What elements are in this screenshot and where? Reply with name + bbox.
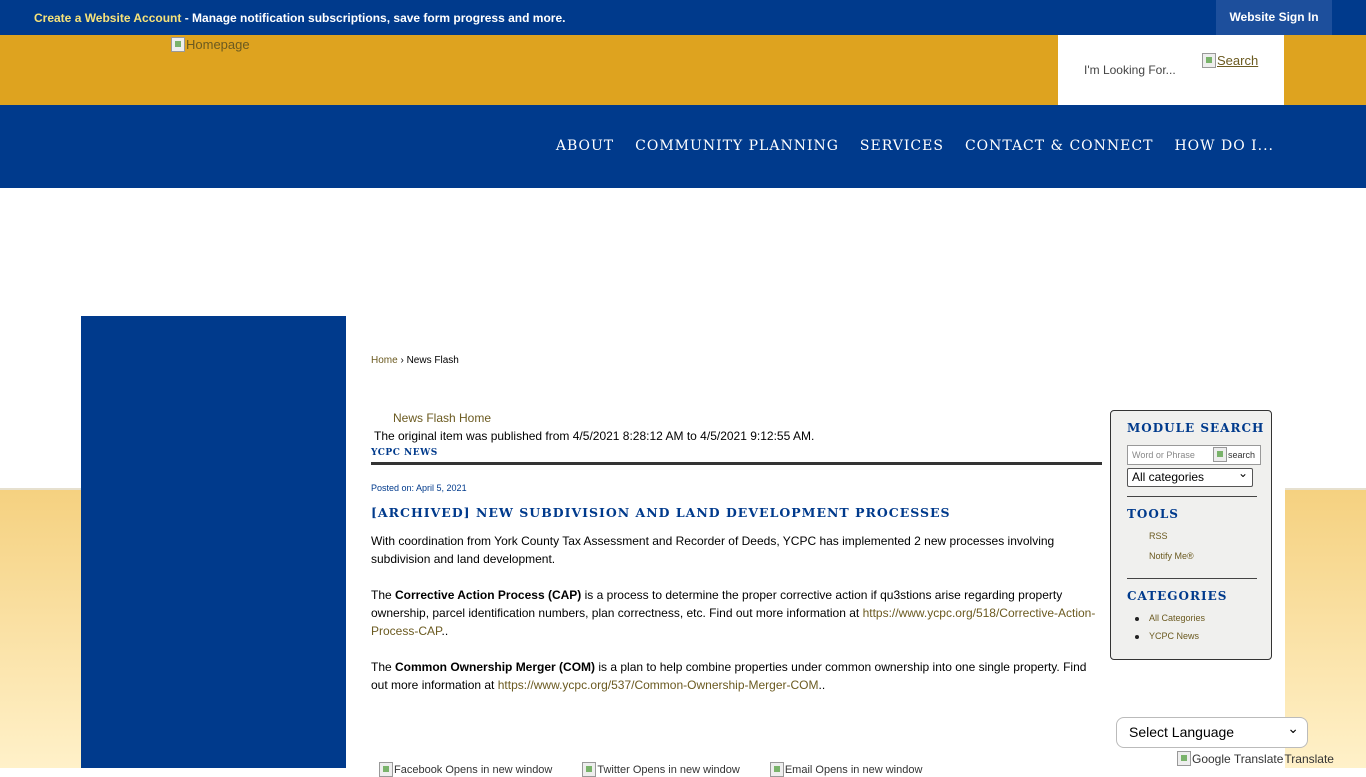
logo-alt-text: Homepage [186,37,250,52]
broken-image-icon [379,762,393,777]
com-term: Common Ownership Merger (COM) [395,660,596,674]
module-search-input[interactable]: Word or Phrase [1127,445,1261,465]
article-title: [ARCHIVED] NEW SUBDIVISION AND LAND DEVELOPMENT PROCESSES [371,505,951,520]
site-search-button[interactable] [1202,53,1258,68]
news-flash-home-link[interactable]: News Flash Home [393,411,492,425]
main-nav [0,105,1366,188]
divider [1127,496,1257,497]
breadcrumb [371,355,459,366]
broken-image-icon [1213,447,1227,462]
cap-term: Corrective Action Process (CAP) [395,588,582,602]
module-sidebar [1110,410,1272,660]
notify-me-link[interactable]: Notify Me® [1149,551,1194,561]
left-sidebar [81,316,346,768]
share-links [379,762,922,777]
nav-about[interactable]: ABOUT [555,138,615,154]
search-button-label: Search [1217,53,1259,68]
website-sign-in-button[interactable]: Website Sign In [1216,0,1332,35]
homepage-logo-link[interactable] [171,37,250,52]
bullet [1135,617,1139,621]
notification-bar [0,0,1366,35]
divider [1127,578,1257,579]
nav-how-do-i[interactable]: HOW DO I... [1174,138,1274,154]
paragraph-cap: The Corrective Action Process (CAP) is a process to determine the proper corrective action if qu3stions arise regarding property ownership, parcel identification numbers, plan correctness, etc. Find out more information at https://www.ycpc.org/518/Corrective-Action-Process-CAP.. [371,588,1096,638]
broken-image-icon [171,37,185,52]
category-select[interactable]: All categories ⌄ [1127,468,1253,487]
breadcrumb-current: News Flash [406,355,459,366]
google-translate-credit[interactable]: Google Translate Translate [1177,751,1334,766]
nav-services[interactable]: SERVICES [859,138,944,154]
article-body [371,532,1103,712]
categories-heading: CATEGORIES [1127,589,1228,603]
language-select[interactable]: Select Language ⌄ [1116,717,1308,748]
notification-text: - Manage notification subscriptions, save form progress and more. [181,11,566,25]
module-search-button[interactable]: search [1213,447,1255,462]
broken-image-icon [770,762,784,777]
facebook-share[interactable]: Facebook Opens in new window [379,762,552,777]
original-publish-note: The original item was published from 4/5/2021 8:28:12 AM to 4/5/2021 9:12:55 AM. [374,429,815,443]
site-search-input[interactable]: I'm Looking For... [1084,63,1176,77]
module-search-heading: MODULE SEARCH [1127,421,1265,435]
divider [371,462,1102,465]
tools-heading: TOOLS [1127,507,1179,521]
ycpc-news-link[interactable]: YCPC News [1149,631,1200,641]
paragraph-intro: With coordination from York County Tax Assessment and Recorder of Deeds, YCPC has implemented 2 new processes involving subdivision and land development. [371,534,1055,566]
notification-message [34,11,565,25]
broken-image-icon [582,762,596,777]
category-name: YCPC NEWS [371,448,438,458]
posted-date: Posted on: April 5, 2021 [371,483,467,493]
site-search [1058,35,1284,105]
email-share[interactable]: Email Opens in new window [770,762,923,777]
create-account-link[interactable]: Create a Website Account [34,11,182,25]
paragraph-com: The Common Ownership Merger (COM) is a plan to help combine properties under common ownership into one single property. Find out more information at https://www.ycpc.org/537/Common-Ownership-Merger-COM.. [371,660,1087,692]
breadcrumb-separator: › [397,355,407,366]
broken-image-icon [1202,53,1216,68]
com-link[interactable]: https://www.ycpc.org/537/Common-Ownership-Merger-COM [497,678,819,692]
all-categories-link[interactable]: All Categories [1149,613,1206,623]
cap-link[interactable]: https://www.ycpc.org/518/Corrective-Action-Process-CAP [371,606,1096,638]
broken-image-icon [1177,751,1191,766]
nav-contact-connect[interactable]: CONTACT & CONNECT [964,138,1154,154]
bullet [1135,635,1139,639]
twitter-share[interactable]: Twitter Opens in new window [582,762,739,777]
rss-link[interactable]: RSS [1149,531,1168,541]
nav-community-planning[interactable]: COMMUNITY PLANNING [635,138,839,154]
breadcrumb-home[interactable]: Home [371,355,398,366]
